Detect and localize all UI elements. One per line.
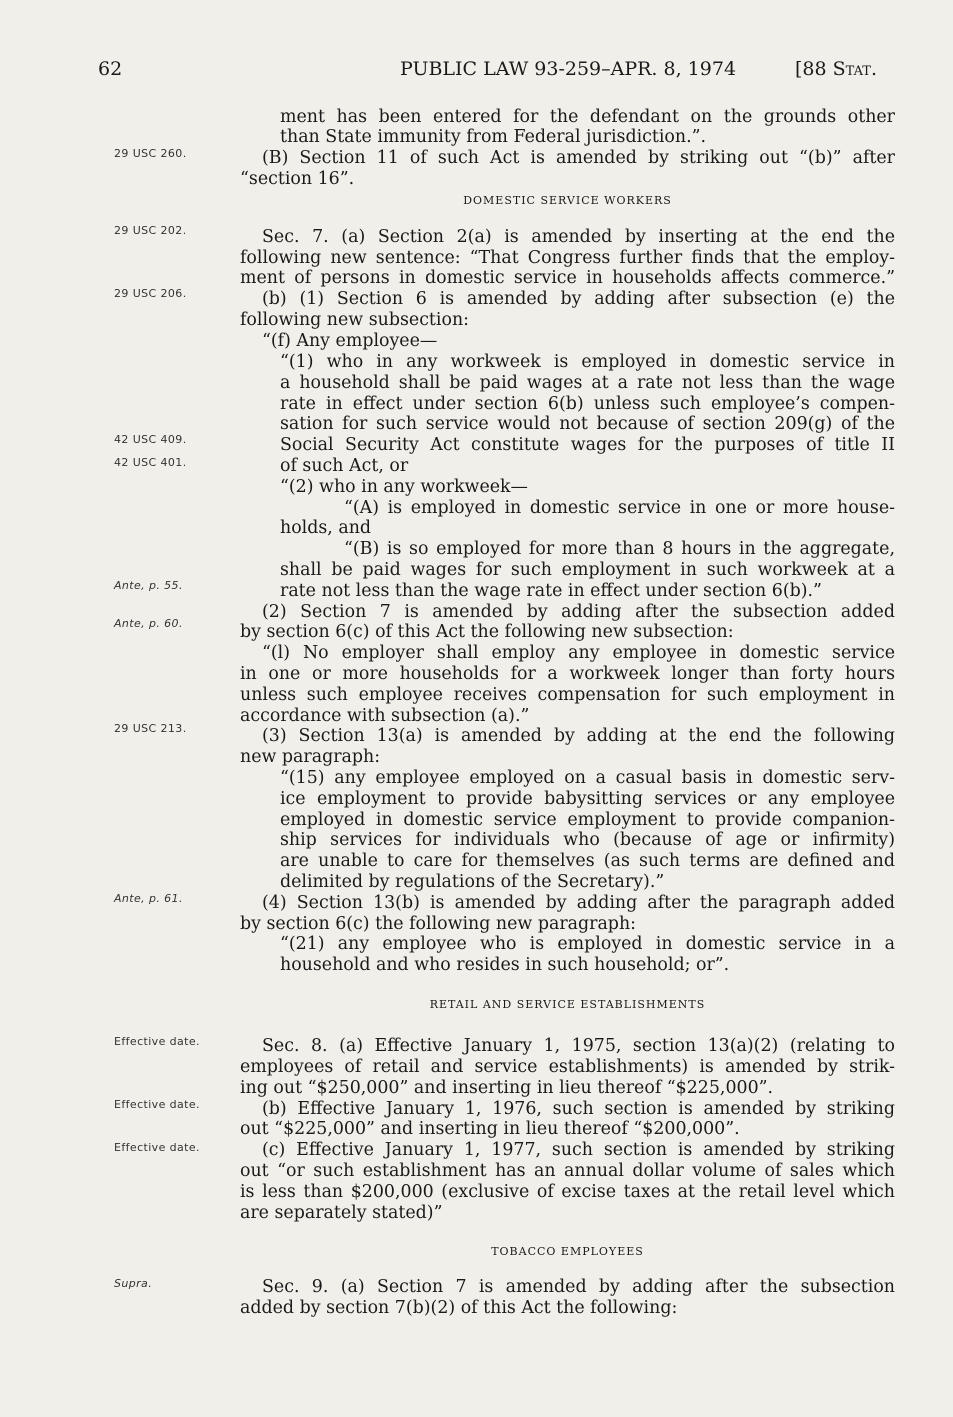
text-line: are unable to care for themselves (as such terms are defined and bbox=[280, 851, 895, 871]
text-line: Sec. 9. (a) Section 7 is amended by adding after the subsection bbox=[262, 1277, 895, 1297]
text-line: than State immunity from Federal jurisdiction.”. bbox=[280, 127, 707, 147]
text-line: (b) Effective January 1, 1976, such section is amended by striking bbox=[262, 1099, 895, 1119]
text-line: employed in domestic service employment to provide companion- bbox=[280, 810, 895, 830]
text-line: of such Act, or bbox=[280, 456, 409, 476]
text-line: is less than $200,000 (exclusive of excise taxes at the retail level which bbox=[240, 1182, 895, 1202]
text-line: ship services for individuals who (because of age or infirmity) bbox=[280, 830, 895, 850]
page-number: 62 bbox=[98, 58, 123, 80]
text-line: (2) Section 7 is amended by adding after the subsection added bbox=[262, 602, 895, 622]
text-line: (b) (1) Section 6 is amended by adding after subsection (e) the bbox=[262, 289, 895, 309]
section-heading: TOBACCO EMPLOYEES bbox=[491, 1245, 644, 1258]
margin-note: Supra. bbox=[114, 1277, 153, 1290]
text-line: by section 6(c) the following new paragraph: bbox=[240, 914, 637, 934]
margin-note: 29 USC 260. bbox=[114, 147, 187, 160]
section-heading: RETAIL AND SERVICE ESTABLISHMENTS bbox=[429, 998, 706, 1011]
text-line: (3) Section 13(a) is amended by adding at the end the following bbox=[262, 726, 895, 746]
text-line: rate in effect under section 6(b) unless such employee’s compen- bbox=[280, 394, 895, 414]
text-line: “(15) any employee employed on a casual basis in domestic serv- bbox=[280, 768, 895, 788]
text-line: added by section 7(b)(2) of this Act the following: bbox=[240, 1298, 678, 1318]
margin-note: 42 USC 409. bbox=[114, 433, 187, 446]
text-line: “(21) any employee who is employed in domestic service in a bbox=[280, 934, 895, 954]
margin-note: Ante, p. 61. bbox=[114, 892, 183, 905]
text-line: (B) Section 11 of such Act is amended by striking out “(b)” after bbox=[262, 148, 895, 168]
running-title: PUBLIC LAW 93-259–APR. 8, 1974 bbox=[400, 58, 737, 80]
text-line: “(B) is so employed for more than 8 hours in the aggregate, bbox=[344, 539, 895, 559]
text-line: ment of persons in domestic service in households affects commerce.” bbox=[240, 268, 895, 288]
text-line: “(l) No employer shall employ any employee in domestic service bbox=[262, 643, 895, 663]
text-line: following new sentence: “That Congress further finds that the employ- bbox=[240, 248, 895, 268]
text-line: “(f) Any employee— bbox=[262, 331, 438, 351]
margin-note: Effective date. bbox=[114, 1098, 200, 1111]
text-line: new paragraph: bbox=[240, 747, 381, 767]
text-line: “(A) is employed in domestic service in one or more house- bbox=[344, 498, 895, 518]
text-line: rate not less than the wage rate in effect under section 6(b).” bbox=[280, 581, 822, 601]
text-line: sation for such service would not because of section 209(g) of the bbox=[280, 414, 895, 434]
margin-note: 29 USC 206. bbox=[114, 287, 187, 300]
text-line: delimited by regulations of the Secretary).” bbox=[280, 872, 665, 892]
text-line: household and who resides in such household; or”. bbox=[280, 955, 730, 975]
text-line: ment has been entered for the defendant on the grounds other bbox=[280, 107, 895, 127]
text-line: in one or more households for a workweek longer than forty hours bbox=[240, 664, 895, 684]
margin-note: 42 USC 401. bbox=[114, 456, 187, 469]
section-heading: DOMESTIC SERVICE WORKERS bbox=[463, 194, 672, 207]
volume-reference: [88 Stat. bbox=[795, 58, 877, 80]
text-line: (c) Effective January 1, 1977, such section is amended by striking bbox=[262, 1140, 895, 1160]
text-line: following new subsection: bbox=[240, 310, 470, 330]
text-line: unless such employee receives compensation for such employment in bbox=[240, 685, 895, 705]
margin-note: Ante, p. 55. bbox=[114, 579, 183, 592]
text-line: Sec. 7. (a) Section 2(a) is amended by inserting at the end the bbox=[262, 227, 895, 247]
text-line: Social Security Act constitute wages for the purposes of title II bbox=[280, 435, 895, 455]
margin-note: Ante, p. 60. bbox=[114, 617, 183, 630]
text-line: ice employment to provide babysitting services or any employee bbox=[280, 789, 895, 809]
text-line: are separately stated)” bbox=[240, 1203, 443, 1223]
text-line: accordance with subsection (a).” bbox=[240, 706, 530, 726]
text-line: “(1) who in any workweek is employed in domestic service in bbox=[280, 352, 895, 372]
text-line: Sec. 8. (a) Effective January 1, 1975, section 13(a)(2) (relating to bbox=[262, 1036, 895, 1056]
text-line: employees of retail and service establishments) is amended by strik- bbox=[240, 1057, 895, 1077]
text-line: by section 6(c) of this Act the following new subsection: bbox=[240, 622, 734, 642]
margin-note: Effective date. bbox=[114, 1141, 200, 1154]
text-line: out “or such establishment has an annual dollar volume of sales which bbox=[240, 1161, 895, 1181]
text-line: “(2) who in any workweek— bbox=[280, 477, 528, 497]
margin-note: 29 USC 202. bbox=[114, 224, 187, 237]
text-line: ing out “$250,000” and inserting in lieu thereof “$225,000”. bbox=[240, 1078, 774, 1098]
text-line: “section 16”. bbox=[240, 169, 355, 189]
text-line: shall be paid wages for such employment in such workweek at a bbox=[280, 560, 895, 580]
text-line: (4) Section 13(b) is amended by adding after the paragraph added bbox=[262, 893, 895, 913]
text-line: holds, and bbox=[280, 518, 372, 538]
text-line: out “$225,000” and inserting in lieu thereof “$200,000”. bbox=[240, 1119, 740, 1139]
margin-note: Effective date. bbox=[114, 1035, 200, 1048]
text-line: a household shall be paid wages at a rate not less than the wage bbox=[280, 373, 895, 393]
margin-note: 29 USC 213. bbox=[114, 722, 187, 735]
